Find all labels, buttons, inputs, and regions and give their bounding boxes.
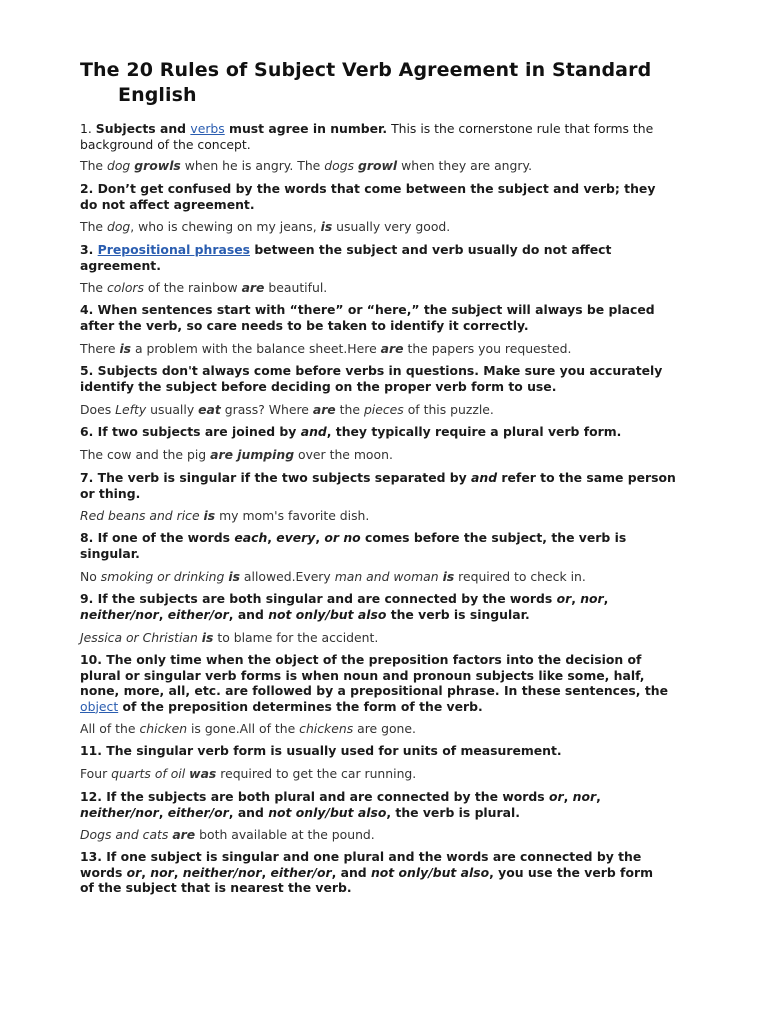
example-text: a problem with the balance sheet.Here [131, 341, 381, 356]
rule-text: , they typically require a plural verb form. [326, 424, 622, 439]
rule-text: 13. If one subject is singular and one plural and the words are connected by the [80, 849, 642, 864]
example-text: Does [80, 402, 116, 417]
rule-text: singular. [80, 545, 140, 561]
rule-keyword: every [276, 530, 316, 545]
example-text: required to get the car running. [216, 766, 417, 781]
rule-text: must agree in number. [224, 121, 388, 136]
example-text: , who is chewing on my jeans, [130, 219, 321, 234]
rule-text: comes before the subject, the verb is [360, 530, 627, 545]
example-verb: is [442, 569, 455, 584]
rule-text: , [603, 591, 609, 606]
prepositional-phrases-link[interactable]: Prepositional phrases [97, 242, 250, 257]
example-subject: chicken [139, 721, 188, 736]
example-10 [80, 721, 680, 737]
example-text: the papers you requested. [403, 341, 572, 356]
rule-12 [80, 789, 680, 820]
rule-keyword: either/or [167, 804, 229, 820]
example-verb: eat [198, 402, 221, 417]
example-text: the [335, 402, 364, 417]
rule-keyword: or [126, 864, 142, 880]
rule-keyword: neither/nor [80, 804, 159, 820]
example-verb: growls [134, 158, 181, 173]
rule-9 [80, 591, 680, 622]
example-5 [80, 402, 680, 418]
rule-number: 1. [80, 121, 96, 136]
rule-text: , and [331, 864, 371, 880]
example-2 [80, 219, 680, 235]
rule-10 [80, 652, 680, 714]
example-text: Four [80, 766, 112, 781]
example-verb: is [119, 341, 132, 356]
rule-text: 11. The singular verb form is usually used for units of measurement. [80, 743, 562, 758]
example-verb: is [320, 219, 333, 234]
rule-text: 6. If two subjects are joined by [80, 424, 301, 439]
rule-text: or thing. [80, 485, 141, 501]
example-text: is gone.All of the [187, 721, 300, 736]
rule-text: of the preposition determines the form of the verb. [118, 698, 483, 714]
example-verb: growl [357, 158, 398, 173]
rule-text: , [261, 864, 271, 880]
rule-text: the verb is singular. [386, 606, 530, 622]
rule-keyword: or no [324, 530, 361, 545]
example-subject: chickens [299, 721, 354, 736]
example-subject: quarts of oil [111, 766, 186, 781]
example-subject: Jessica or Christian [80, 630, 198, 645]
rule-13 [80, 849, 680, 896]
rule-text: none, more, all, etc. are followed by a prepositional phrase. In these sentences, the [80, 683, 668, 698]
example-text: beautiful. [264, 280, 328, 295]
example-subject: Red beans and rice [80, 508, 200, 523]
rule-keyword: nor [150, 864, 174, 880]
rule-text: 8. If one of the words [80, 530, 235, 545]
rule-text: 5. Subjects don't always come before verbs in questions. Make sure you accurately [80, 363, 663, 378]
rule-11 [80, 743, 680, 759]
rule-4 [80, 302, 680, 333]
example-verb: is [203, 508, 216, 523]
example-text: required to check in. [454, 569, 586, 584]
rule-keyword: neither/nor [182, 864, 262, 880]
rule-keyword: nor [580, 591, 604, 606]
example-text: when he is angry. The [180, 158, 325, 173]
example-3 [80, 280, 680, 296]
example-verb: are [172, 827, 196, 842]
rule-text: of the subject that is nearest the verb. [80, 880, 352, 895]
rule-text: words [80, 864, 127, 880]
rule-text: , [596, 789, 601, 804]
example-text: of this puzzle. [403, 402, 494, 417]
rule-3 [80, 242, 680, 273]
rule-1 [80, 121, 680, 152]
rule-number: 3. [80, 242, 98, 257]
example-subject: pieces [363, 402, 404, 417]
rule-keyword: and [471, 470, 498, 485]
example-8 [80, 569, 680, 585]
example-text: allowed.Every [239, 569, 335, 584]
example-subject: colors [106, 280, 144, 295]
example-verb: are jumping [210, 447, 295, 462]
rule-8 [80, 530, 680, 561]
example-text: are gone. [353, 721, 416, 736]
rule-text: 10. The only time when the object of the preposition factors into the decision of [80, 652, 642, 667]
example-text: usually [146, 402, 199, 417]
rule-keyword: or [556, 591, 572, 606]
rule-7 [80, 470, 680, 501]
example-6 [80, 447, 680, 463]
example-text: The [80, 158, 107, 173]
example-verb: was [189, 766, 217, 781]
rule-text: , [141, 864, 151, 880]
example-subject: Lefty [115, 402, 147, 417]
rule-text: plural or singular verb forms is when noun and pronoun subjects like some, half, [80, 667, 645, 683]
rule-text: , the verb is plural. [386, 804, 520, 820]
rule-keyword: either/or [167, 606, 229, 622]
rule-text: do not affect agreement. [80, 196, 255, 212]
rule-text: , [158, 804, 168, 820]
example-verb: are [241, 280, 265, 295]
rule-2 [80, 181, 680, 212]
rule-text: identify the subject before deciding on the proper verb form to use. [80, 378, 557, 394]
example-subject: man and woman [334, 569, 439, 584]
rule-text: , [563, 789, 573, 804]
example-text: All of the [80, 721, 140, 736]
rule-text: 12. If the subjects are both plural and are connected by the words [80, 789, 549, 804]
rule-text: 2. Don’t get confused by the words that come between the subject and verb; they [80, 181, 656, 196]
verbs-link[interactable]: verbs [190, 121, 225, 136]
example-verb: are [312, 402, 336, 417]
example-7 [80, 508, 680, 524]
example-4 [80, 341, 680, 357]
example-text: of the rainbow [143, 280, 242, 295]
example-subject: dog [106, 158, 131, 173]
example-text: my mom's favorite dish. [215, 508, 370, 523]
example-text: both available at the pound. [195, 827, 375, 842]
rule-keyword: and [300, 424, 327, 439]
example-verb: is [228, 569, 240, 584]
example-subject: Dogs and cats [80, 827, 169, 842]
example-text: to blame for the accident. [213, 630, 379, 645]
rule-text: , [267, 530, 277, 545]
page-title [80, 58, 700, 108]
rule-keyword: not only/but also [268, 606, 387, 622]
example-text: The cow and the pig [80, 447, 211, 462]
example-subject: dog [106, 219, 131, 234]
rule-text: 7. The verb is singular if the two subjects separated by [80, 470, 472, 485]
rule-keyword: not only/but also [268, 804, 387, 820]
rule-keyword: or [548, 789, 564, 804]
rule-keyword: not only/but also [370, 864, 490, 880]
rule-keyword: each [234, 530, 268, 545]
rule-text: agreement. [80, 257, 161, 273]
rule-note: background of the concept. [80, 136, 251, 152]
object-link[interactable]: object [80, 698, 119, 714]
rule-note: This is the cornerstone rule that forms the [387, 121, 654, 136]
example-text: when they are angry. [397, 158, 533, 173]
rule-keyword: neither/nor [80, 606, 159, 622]
example-subject: smoking or drinking [100, 569, 225, 584]
example-9 [80, 630, 680, 646]
example-text: over the moon. [294, 447, 393, 462]
example-subject: dogs [324, 158, 355, 173]
rule-text: , you use the verb form [489, 864, 653, 880]
rule-keyword: nor [572, 789, 597, 804]
example-12 [80, 827, 680, 843]
example-text: The [80, 219, 107, 234]
rule-text: , [315, 530, 325, 545]
rule-text: between the subject and verb usually do not affect [250, 242, 612, 257]
example-text: usually very good. [332, 219, 451, 234]
rule-text: refer to the same person [497, 470, 676, 485]
rule-text: , [571, 591, 581, 606]
rule-text: 4. When sentences start with “there” or “here,” the subject will always be placed [80, 302, 655, 317]
rule-6 [80, 424, 680, 440]
example-11 [80, 766, 680, 782]
example-text: There [80, 341, 120, 356]
rule-text: after the verb, so care needs to be taken to identify it correctly. [80, 317, 529, 333]
rule-text: 9. If the subjects are both singular and are connected by the words [80, 591, 557, 606]
rule-keyword: either/or [270, 864, 332, 880]
rule-text: Subjects and [95, 121, 191, 136]
example-verb: are [380, 341, 404, 356]
rule-text: , [173, 864, 183, 880]
rule-text: , [158, 606, 168, 622]
example-text: grass? Where [220, 402, 313, 417]
example-text: No [80, 569, 101, 584]
rule-text: , and [228, 804, 269, 820]
rule-text: , and [228, 606, 269, 622]
example-1 [80, 158, 680, 174]
example-text: The [80, 280, 107, 295]
title-line-2: English [118, 84, 197, 106]
rule-5 [80, 363, 680, 394]
title-line-1: The 20 Rules of Subject Verb Agreement in Standard [80, 59, 652, 81]
example-verb: is [201, 630, 214, 645]
